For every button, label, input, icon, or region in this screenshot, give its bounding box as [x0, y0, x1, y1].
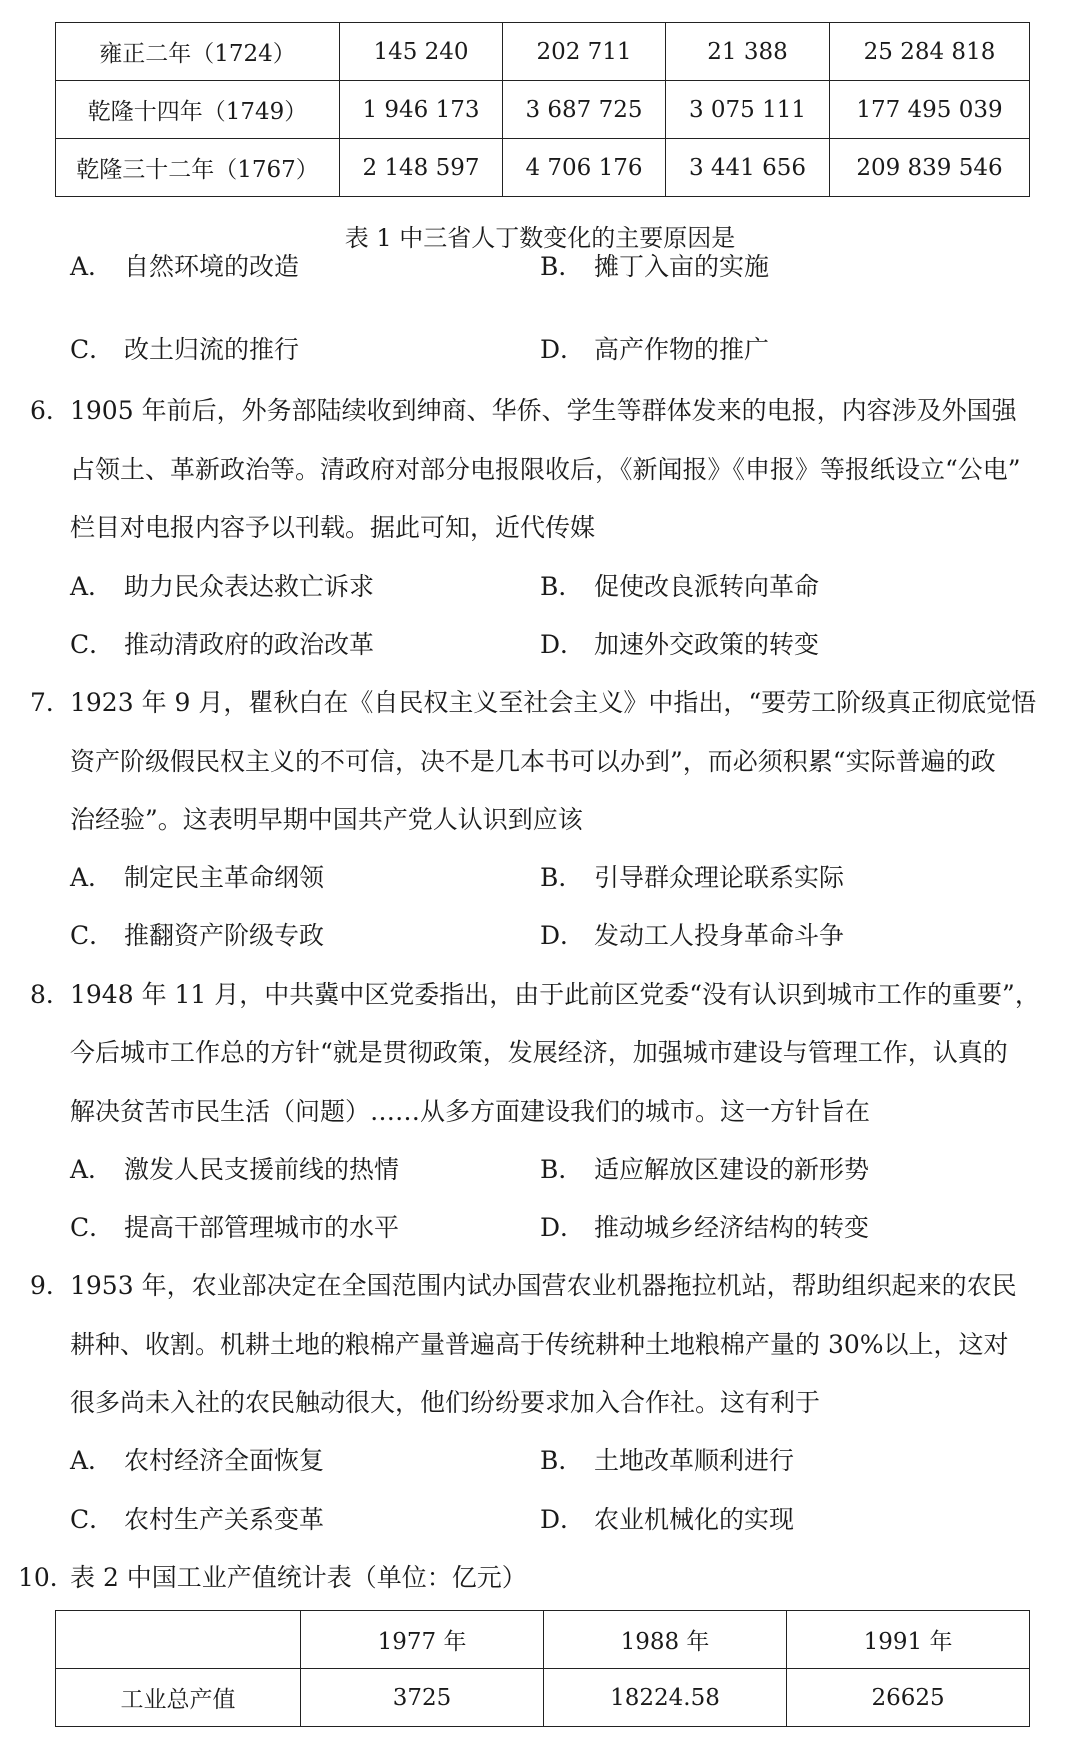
table-cell: 21 388 — [666, 23, 830, 81]
table-header-cell: 1988 年 — [543, 1611, 786, 1669]
option-text: 加速外交政策的转变 — [594, 630, 820, 659]
option-text: 农村经济全面恢复 — [124, 1446, 325, 1475]
table-cell: 145 240 — [340, 23, 503, 81]
option-text: 发动工人投身革命斗争 — [594, 921, 845, 950]
q8-line: 1948 年 11 月，中共冀中区党委指出，由于此前区党委“没有认识到城市工作的重要”， — [70, 980, 1040, 1009]
q8-option-a[interactable] — [70, 1150, 399, 1186]
option-letter: D． — [540, 1213, 586, 1242]
table-cell: 1 946 173 — [340, 81, 503, 139]
option-text: 提高干部管理城市的水平 — [124, 1213, 400, 1242]
q6-line: 占领土、革新政治等。清政府对部分电报限收后，《新闻报》《申报》等报纸设立“公电” — [70, 455, 1021, 484]
q8-option-b[interactable] — [540, 1150, 869, 1186]
table-cell: 26625 — [787, 1669, 1030, 1727]
q6-line: 栏目对电报内容予以刊载。据此可知，近代传媒 — [70, 513, 596, 542]
q8-line: 今后城市工作总的方针“就是贯彻政策，发展经济，加强城市建设与管理工作，认真的 — [70, 1038, 1008, 1067]
option-letter: C． — [70, 1505, 115, 1534]
option-text: 推动清政府的政治改革 — [124, 630, 375, 659]
table-cell: 177 495 039 — [830, 81, 1030, 139]
table-header-cell — [56, 1611, 301, 1669]
q10-stem: 表 2 中国工业产值统计表（单位：亿元） — [70, 1563, 527, 1592]
table-row — [56, 23, 1030, 81]
table-cell: 202 711 — [503, 23, 666, 81]
q6-line: 1905 年前后，外务部陆续收到绅商、华侨、学生等群体发来的电报，内容涉及外国强 — [70, 396, 1017, 425]
option-letter: A． — [70, 1155, 114, 1184]
option-letter: C． — [70, 335, 115, 364]
option-text: 改土归流的推行 — [124, 335, 300, 364]
option-letter: C． — [70, 630, 115, 659]
option-text: 制定民主革命纲领 — [124, 863, 325, 892]
option-text: 土地改革顺利进行 — [594, 1446, 795, 1475]
option-text: 自然环境的改造 — [124, 252, 300, 281]
option-letter: A． — [70, 1446, 114, 1475]
option-text: 适应解放区建设的新形势 — [594, 1155, 870, 1184]
option-text: 推翻资产阶级专政 — [124, 921, 325, 950]
q6-option-b[interactable] — [540, 567, 819, 603]
table-cell: 209 839 546 — [830, 139, 1030, 197]
q8-option-c[interactable] — [70, 1208, 399, 1244]
table-cell: 3 687 725 — [503, 81, 666, 139]
option-letter: D． — [540, 630, 586, 659]
industry-output-table — [55, 1610, 1030, 1727]
q9-line: 1953 年，农业部决定在全国范围内试办国营农业机器拖拉机站，帮助组织起来的农民 — [70, 1271, 1017, 1300]
q5-option-b[interactable] — [540, 247, 769, 283]
q5-option-a[interactable] — [70, 247, 299, 283]
option-text: 高产作物的推广 — [594, 335, 770, 364]
table-row — [56, 139, 1030, 197]
q6-option-a[interactable] — [70, 567, 374, 603]
q7-option-d[interactable] — [540, 916, 844, 952]
q6-option-d[interactable] — [540, 625, 819, 661]
q6-option-c[interactable] — [70, 625, 374, 661]
q9-line: 耕种、收割。机耕土地的粮棉产量普遍高于传统耕种土地粮棉产量的 30%以上，这对 — [70, 1330, 1009, 1359]
q7-option-c[interactable] — [70, 916, 324, 952]
q6-number: 6． — [30, 396, 71, 425]
q9-option-d[interactable] — [540, 1500, 794, 1536]
table-cell: 25 284 818 — [830, 23, 1030, 81]
q5-option-c[interactable] — [70, 330, 299, 366]
table-cell: 工业总产值 — [56, 1669, 301, 1727]
table-cell: 3 075 111 — [666, 81, 830, 139]
table-row — [56, 81, 1030, 139]
q9-number: 9． — [30, 1271, 71, 1300]
option-text: 推动城乡经济结构的转变 — [594, 1213, 870, 1242]
q7-line: 治经验”。这表明早期中国共产党人认识到应该 — [70, 805, 583, 834]
option-letter: B． — [540, 252, 584, 281]
q7-line: 资产阶级假民权主义的不可信，决不是几本书可以办到”，而必须积累“实际普遍的政 — [70, 747, 996, 776]
table-cell: 18224.58 — [543, 1669, 786, 1727]
table-header-row — [56, 1611, 1030, 1669]
table-cell: 4 706 176 — [503, 139, 666, 197]
q9-line: 很多尚未入社的农民触动很大，他们纷纷要求加入合作社。这有利于 — [70, 1388, 821, 1417]
table-header-cell: 1977 年 — [301, 1611, 544, 1669]
table-cell: 3 441 656 — [666, 139, 830, 197]
option-text: 助力民众表达救亡诉求 — [124, 572, 375, 601]
table-row — [56, 1669, 1030, 1727]
option-letter: A． — [70, 572, 114, 601]
option-text: 农业机械化的实现 — [594, 1505, 795, 1534]
table-header-cell: 1991 年 — [787, 1611, 1030, 1669]
option-letter: C． — [70, 1213, 115, 1242]
option-text: 摊丁入亩的实施 — [594, 252, 770, 281]
option-letter: B． — [540, 1446, 584, 1475]
q8-option-d[interactable] — [540, 1208, 869, 1244]
population-table — [55, 22, 1030, 197]
option-letter: A． — [70, 252, 114, 281]
q8-number: 8． — [30, 980, 71, 1009]
q7-option-a[interactable] — [70, 858, 324, 894]
table-cell: 2 148 597 — [340, 139, 503, 197]
q8-line: 解决贫苦市民生活（问题）……从多方面建设我们的城市。这一方针旨在 — [70, 1097, 871, 1126]
option-letter: D． — [540, 1505, 586, 1534]
option-letter: C． — [70, 921, 115, 950]
table-cell: 3725 — [301, 1669, 544, 1727]
table-cell: 乾隆三十二年（1767） — [56, 139, 340, 197]
option-letter: B． — [540, 863, 584, 892]
q9-option-a[interactable] — [70, 1441, 324, 1477]
option-text: 引导群众理论联系实际 — [594, 863, 845, 892]
q7-line: 1923 年 9 月，瞿秋白在《自民权主义至社会主义》中指出，“要劳工阶级真正彻底觉悟 — [70, 688, 1037, 717]
option-letter: A． — [70, 863, 114, 892]
table-cell: 雍正二年（1724） — [56, 23, 340, 81]
option-text: 促使改良派转向革命 — [594, 572, 820, 601]
q9-option-c[interactable] — [70, 1500, 324, 1536]
q10-number: 10． — [18, 1563, 75, 1592]
option-letter: B． — [540, 572, 584, 601]
option-text: 激发人民支援前线的热情 — [124, 1155, 400, 1184]
table-cell: 乾隆十四年（1749） — [56, 81, 340, 139]
option-letter: D． — [540, 921, 586, 950]
option-letter: D． — [540, 335, 586, 364]
q9-option-b[interactable] — [540, 1441, 794, 1477]
q7-number: 7． — [30, 688, 71, 717]
q7-option-b[interactable] — [540, 858, 844, 894]
option-letter: B． — [540, 1155, 584, 1184]
q5-option-d[interactable] — [540, 330, 769, 366]
option-text: 农村生产关系变革 — [124, 1505, 325, 1534]
q5-stem: 表 1 中三省人丁数变化的主要原因是 — [344, 224, 736, 252]
